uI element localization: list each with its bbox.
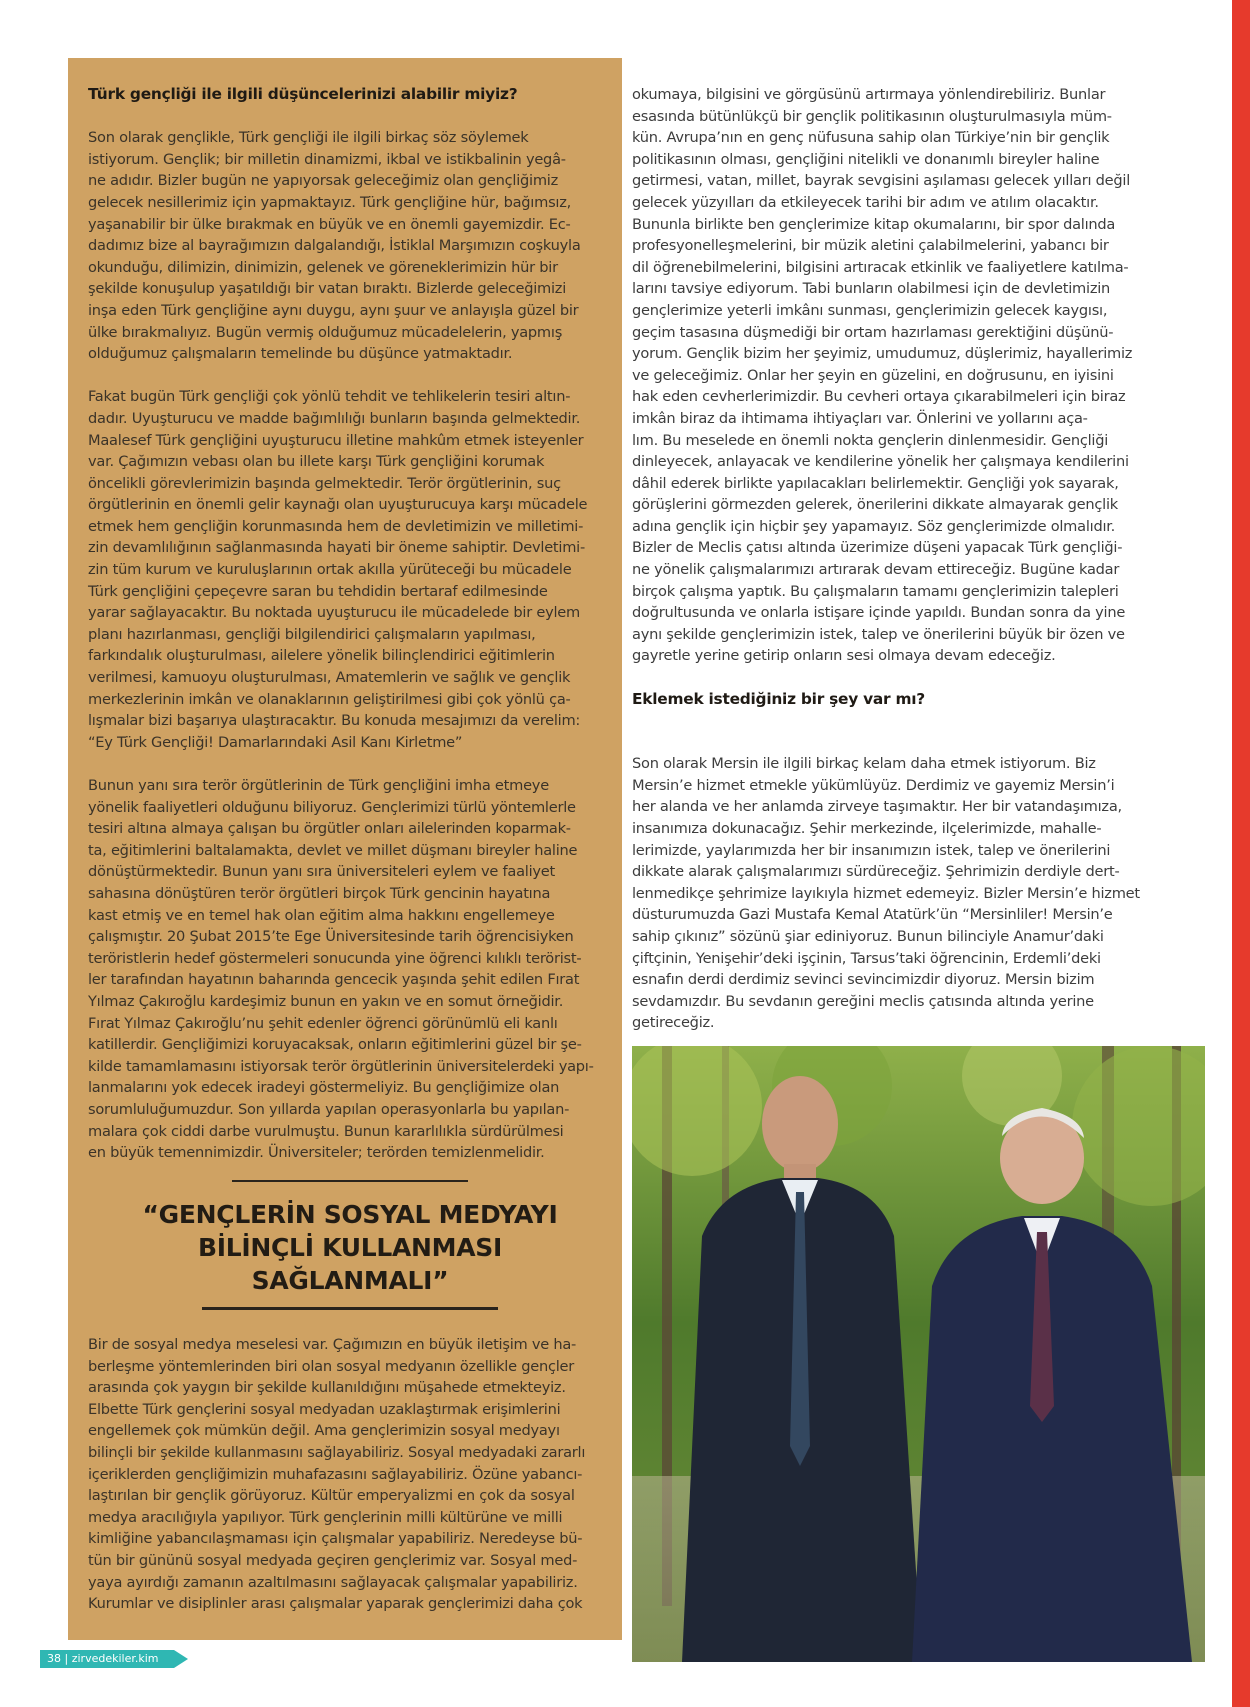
- footer-text: [47, 1651, 159, 1667]
- page-number: 38: [47, 1652, 61, 1665]
- answer-paragraph-4: Bir de sosyal medya meselesi var. Çağımızın en büyük iletişim ve ha- berleşme yöntemlerinden biri olan sosyal medyanın özellikle gençler arasında çok yaygın bir şekilde kullanıldığını müşahede etmekteyiz. Elbette Türk gençlerini sosyal medyadan uzaklaştırmak erişimlerini engellemek çok mümkün değil. Ama gençlerimizin sosyal medyayı bilinçli bir şekilde kullanmasını sağlayabiliriz. Sosyal medyadaki zararlı içeriklerden gençliğimizin muhafazasını sağlayabiliriz. Özüne yabancı- laştırılan bir gençlik görüyoruz. Kültür emperyalizmi en çok da sosyal medya aracılığıyla yapılıyor. Türk gençlerinin milli kültürüne ve milli kimliğine yabancılaşmaması için çalışmalar yapabiliriz. Neredeyse bü- tün bir gününü sosyal medyada geçiren gençlerimiz var. Sosyal med- yaya ayırdığı zamanın azaltılmasını sağlayacak çalışmalar yapabiliriz. Kurumlar ve disiplinler arası çalışmalar yaparak gençlerimizi daha çok: [88, 1336, 586, 1613]
- question-heading-youth: Türk gençliği ile ilgili düşüncelerinizi alabilir miyiz?: [88, 85, 518, 103]
- edge-accent-bar: [1232, 0, 1250, 1707]
- answer-paragraph-2: Fakat bugün Türk gençliği çok yönlü tehdit ve tehlikelerin tesiri altın- dadır. Uyuşturucu ve madde bağımlılığı bunların başında gelmektedir. Maalesef Türk gençliğini uyuşturucu illetine mahkûm etmek isteyenler var. Çağımızın vebası olan bu illete karşı Türk gençliğini korumak öncelikli görevlerimizin başında gelmektedir. Terör örgütlerinin, suç örgütlerinin en önemli gelir kaynağı olan uyuşturucuya karşı mücadele etmek hem gençliğin korunmasında hem de devletimizin ve milletimi- zin devamlılığının sağlanmasında hayati bir öneme sahiptir. Devletimi- zin tüm kurum ve kuruluşlarının ortak akılla yürüteceği bu mücadele Türk gençliğini çepeçevre saran bu tehdidin bertaraf edilmesinde yarar sağlayacaktır. Bu noktada uyuşturucu ile mücadelede bir eylem planı hazırlanması, gençliği bilgilendirici çalışmaların yapılması, farkındalık oluşturulması, ailelere yönelik bilinçlendirici eğitimlerin verilmesi, kamuoyu oluşturulması, Amatemlerin ve sağlık ve gençlik merkezlerinin imkân ve olanaklarının geliştirilmesi gibi çok yönlü ça- lışmalar bizi başarıya ulaştıracaktır. Bu konuda mesajımızı da verelim: “Ey Türk Gençliği! Damarlarındaki Asil Kanı Kirletme”: [88, 388, 588, 751]
- answer-paragraph-3: Bunun yanı sıra terör örgütlerinin de Türk gençliğini imha etmeye yönelik faaliyetleri olduğunu biliyoruz. Gençlerimizi türlü yöntemlerle tesiri altına almaya çalışan bu örgütler onları ailelerinden koparmak- ta, eğitimlerini baltalamakta, devlet ve millet düşmanı bireyler haline dönüştürmektedir. Bunun yanı sıra üniversiteleri eylem ve faaliyet sahasına dönüştüren terör örgütleri birçok Türk gencinin hayatına kast etmiş ve en temel hak olan eğitim alma hakkını engellemeye çalışmıştır. 20 Şubat 2015’te Ege Üniversitesinde tarih öğrencisiyken teröristlerin hedef göstermeleri sonucunda yine öğrenci kılıklı terörist- ler tarafından hayatının baharında gencecik yaşında şehit edilen Fırat Yılmaz Çakıroğlu kardeşimiz bunun en yakın ve en somut örneğidir. Fırat Yılmaz Çakıroğlu’nu şehit edenler öğrenci görünümlü eli kanlı katillerdir. Gençliğimizi koruyacaksak, onların eğitimlerini güzel bir şe- kilde tamamlamasını istiyorsak terör örgütlerinin üniversitelerdeki yapı- lanmalarını yok edecek iradeyi göstermeliyiz. Bu gençliğimize olan sorumluluğumuzdur. Son yıllarda yapılan operasyonlarla bu yapılan- malara çok ciddi darbe vurulmuştu. Bunun kararlılıkla sürdürülmesi en büyük temennimizdir. Üniversiteler; terörden temizlenmelidir.: [88, 777, 594, 1162]
- pull-quote-text: “GENÇLERİN SOSYAL MEDYAYI BİLİNÇLİ KULLANMASI SAĞLANMALI”: [142, 1200, 558, 1295]
- question-heading-anything-to-add: Eklemek istediğiniz bir şey var mı?: [632, 689, 925, 708]
- pull-quote-rule-bottom: [202, 1307, 498, 1310]
- left-column-bottom: [88, 1334, 612, 1636]
- left-column: [88, 84, 612, 1185]
- pull-quote: [88, 1180, 612, 1310]
- answer-paragraph-1: Son olarak gençlikle, Türk gençliği ile ilgili birkaç söz söylemek istiyorum. Gençlik; bir milletin dinamizmi, ikbal ve istikbalinin yegâ- ne adıdır. Bizler bugün ne yapıyorsak geleceğimiz olan gençliğimiz gelecek nesillerimiz için yapmaktayız. Türk gençliğine hür, bağımsız, yaşanabilir bir ülke bırakmak en büyük ve en önemli gayemizdir. Ec- dadımız bize al bayrağımızın dalgalandığı, İstiklal Marşımızın coşkuyla okunduğu, dilimizin, dinimizin, gelenek ve göreneklerimizin hür bir şekilde konuşulup yaşatıldığı bir vatan bıraktı. Bizlerde geleceğimizi inşa eden Türk gençliğine aynı duygu, aynı şuur ve anlayışla güzel bir ülke bırakmalıyız. Bugün vermiş olduğumuz mücadelelerin, yapmış olduğumuz çalışmaların temelinde bu düşünce yatmaktadır.: [88, 129, 581, 363]
- answer-paragraph-5: okumaya, bilgisini ve görgüsünü artırmaya yönlendirebiliriz. Bunlar esasında bütünlükçü bir gençlik politikasının oluşturulmasıyla müm- kün. Avrupa’nın en genç nüfusuna sahip olan Türkiye’nin bir gençlik politikasının olması, gençliğini nitelikli ve donanımlı bireyler haline getirmesi, vatan, millet, bayrak sevgisini aşılaması gelecek yılları değil gelecek yüzyılları da etkileyecek tarihi bir adım ve atılım olacaktır. Bununla birlikte ben gençlerimize kitap okumalarını, bir spor dalında profesyonelleşmelerini, bir müzik aletini çalabilmelerini, yabancı bir dil öğrenebilmelerini, bilgisini artıracak etkinlik ve faaliyetlere katılma- larını tavsiye ediyorum. Tabi bunların olabilmesi için de devletimizin gençlerimize yeterli imkânı sunması, gençlerimizin gelecek kaygısı, geçim tasasına düşmediği bir ortam hazırlaması gerektiğini düşünü- yorum. Gençlik bizim her şeyimiz, umudumuz, düşlerimiz, hayallerimiz ve geleceğimiz. Onlar her şeyin en güzelini, en doğrusunu, en iyisini hak eden cevherlerimizdir. Bu cevheri ortaya çıkarabilmeleri için biraz imkân biraz da ihtimama ihtiyaçları var. Önlerini ve yollarını aça- lım. Bu meselede en önemli nokta gençlerin dinlenmesidir. Gençliği dinleyecek, anlayacak ve kendilerine yönelik her çalışmaya kendilerini dâhil ederek birlikte yapılacakları belirlemektir. Gençliği yok sayarak, görüşlerini görmezden gelerek, önerilerini dikkate almayarak gençlik adına gençlik için hiçbir şey yapamayız. Söz gençlerimizde olmalıdır. Bizler de Meclis çatısı altında üzerimize düşeni yapacak Türk gençliği- ne yönelik çalışmalarımızı artırarak devam ettireceğiz. Bugüne kadar birçok çalışma yaptık. Bu çalışmaların tamamı gençlerimizin talepleri doğrultusunda ve onlarla istişare içinde yapıldı. Bundan sonra da yine aynı şekilde gençlerimizin istek, talep ve önerilerini büyük bir özen ve gayretle yerine getirip onların sesi olmaya devam edeceğiz.: [632, 86, 1133, 665]
- pull-quote-rule-top: [232, 1180, 468, 1182]
- page-footer: [40, 1650, 188, 1668]
- right-column: [632, 84, 1154, 1056]
- photo-two-men-in-forest: [632, 1046, 1205, 1662]
- site-name: zirvedekiler.kim: [71, 1652, 159, 1665]
- footer-separator: |: [64, 1652, 69, 1665]
- answer-paragraph-6: Son olarak Mersin ile ilgili birkaç kelam daha etmek istiyorum. Biz Mersin’e hizmet etmekle yükümlüyüz. Derdimiz ve gayemiz Mersin’i her alanda ve her anlamda zirveye taşımaktır. Her bir vatandaşımıza, insanımıza dokunacağız. Şehir merkezinde, ilçelerimizde, mahalle- lerimizde, yaylarımızda her bir insanımızın istek, talep ve önerilerini dikkate alarak çalışmalarımızı sürdüreceğiz. Şehrimizin derdiyle dert- lenmedikçe şehrimize layıkıyla hizmet edemeyiz. Bizler Mersin’e hizmet düsturumuzda Gazi Mustafa Kemal Atatürk’ün “Mersinliler! Mersin’e sahip çıkınız” sözünü şiar ediniyoruz. Bunun bilinciyle Anamur’daki çiftçinin, Yenişehir’deki işçinin, Tarsus’taki öğrencinin, Erdemli’deki esnafın derdi derdimiz sevinci sevincimizdir diyoruz. Mersin bizim sevdamızdır. Bu sevdanın gereğini meclis çatısında altında yerine getireceğiz.: [632, 755, 1140, 1032]
